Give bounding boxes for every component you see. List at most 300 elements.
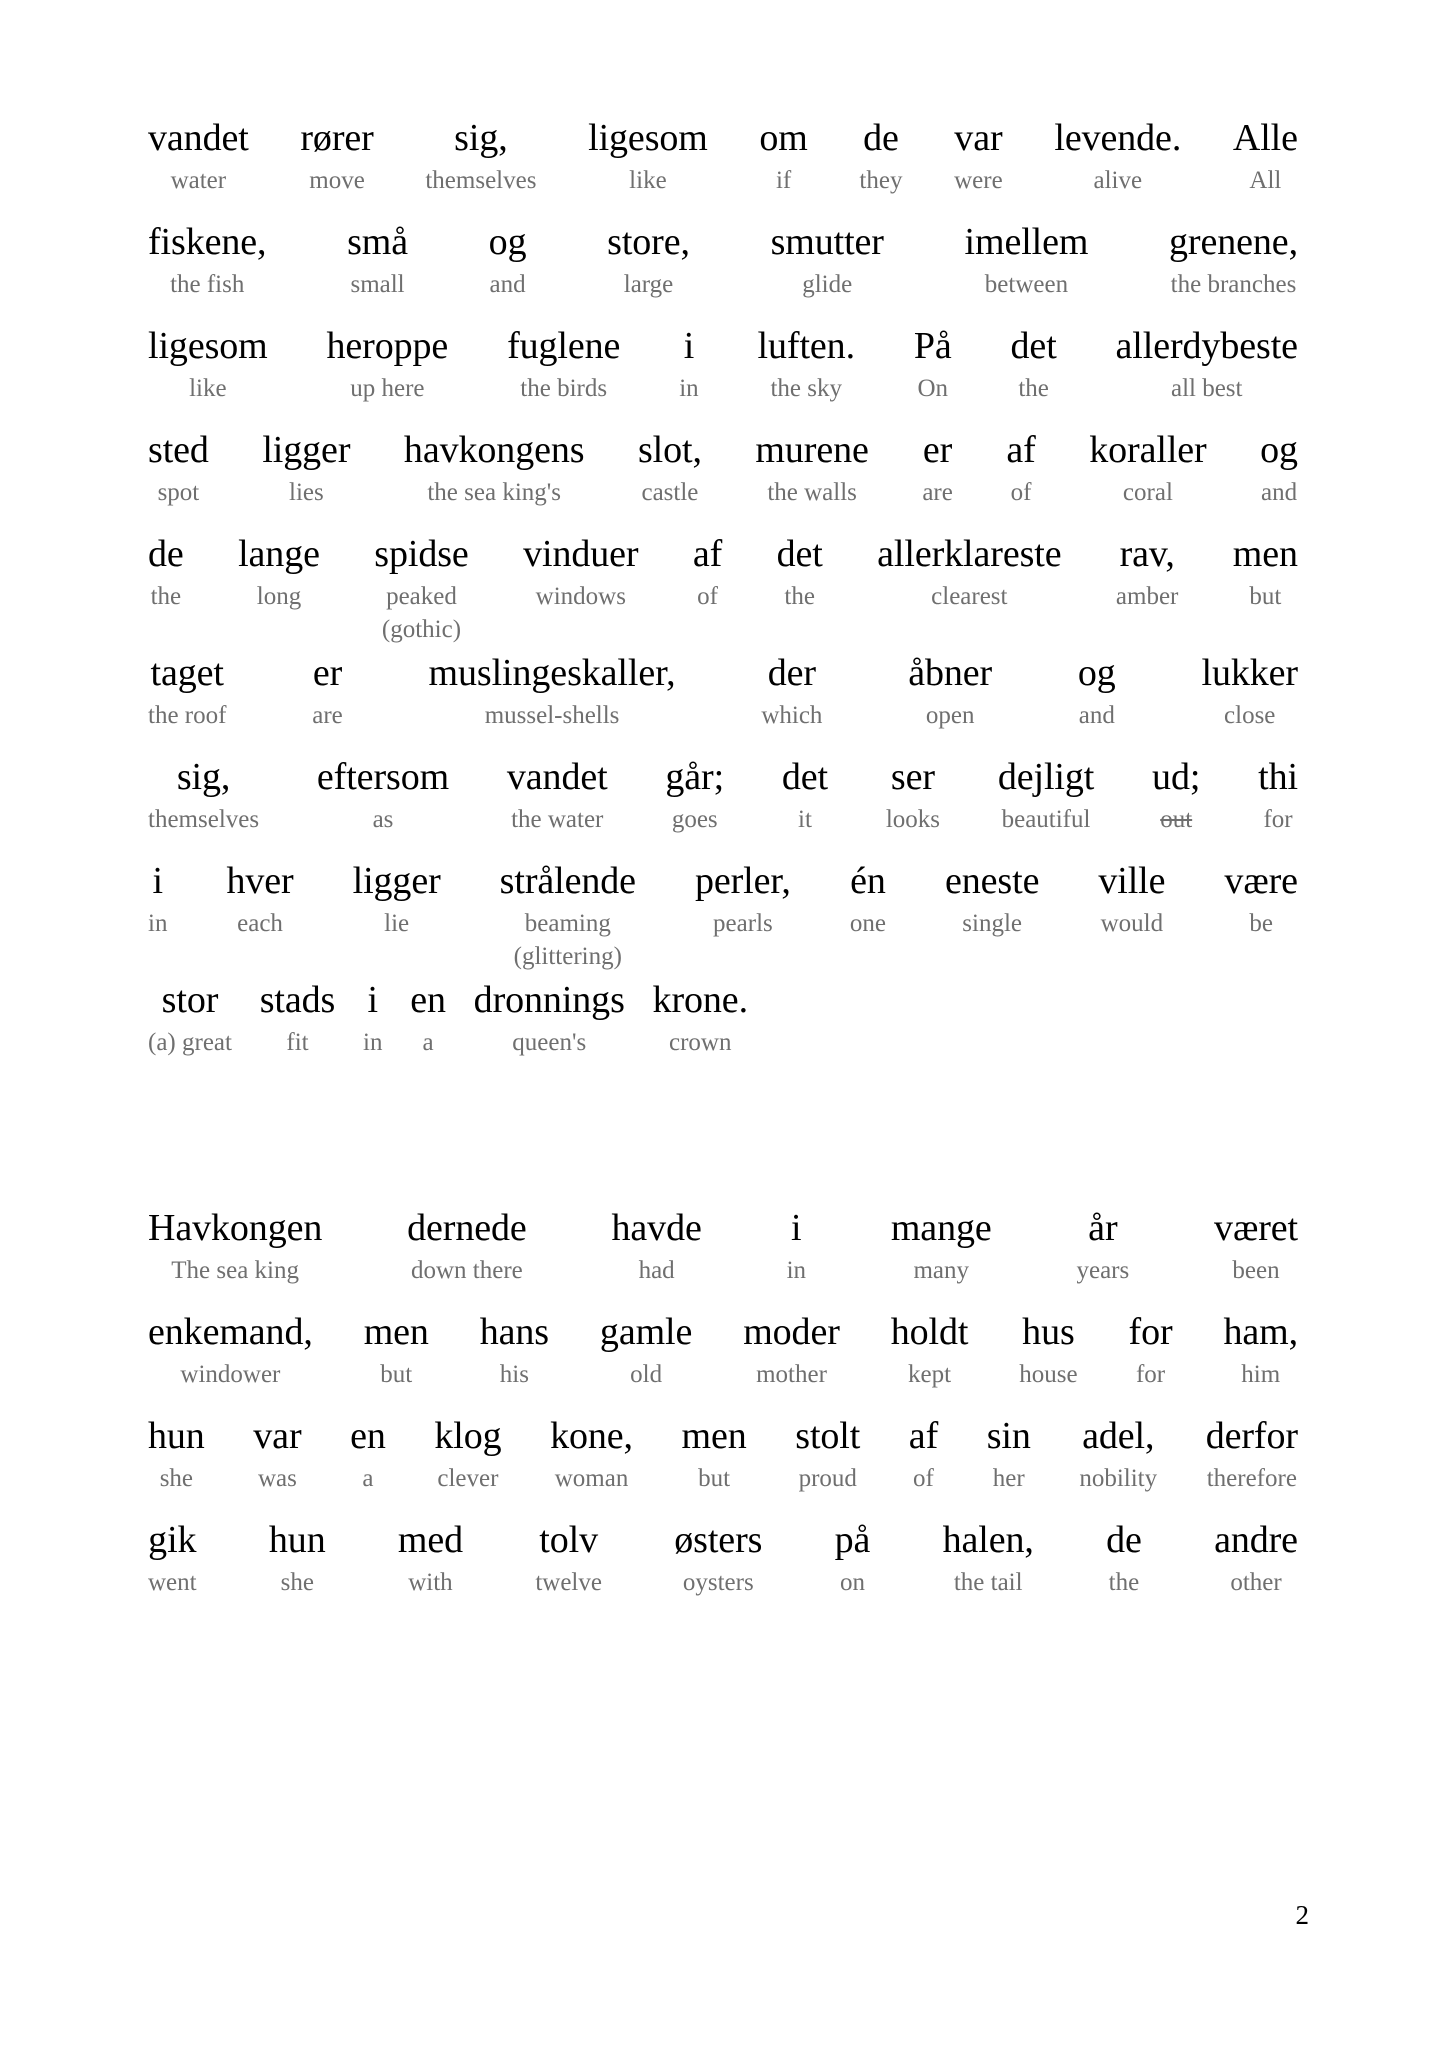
source-word: klog bbox=[434, 1415, 502, 1458]
gloss-word: the bbox=[1108, 1569, 1140, 1597]
gloss-word: The sea king bbox=[171, 1257, 299, 1285]
word-pair bbox=[891, 1208, 992, 1286]
source-word: år bbox=[1088, 1207, 1118, 1250]
gloss-word: all best bbox=[1170, 375, 1243, 403]
word-pair bbox=[1206, 1416, 1298, 1494]
word-pair bbox=[859, 118, 902, 196]
interlinear-line bbox=[148, 1520, 1298, 1598]
interlinear-text-body bbox=[148, 118, 1298, 1598]
source-word: en bbox=[410, 979, 446, 1022]
word-pair bbox=[429, 653, 676, 731]
word-pair bbox=[777, 534, 823, 612]
source-word: eftersom bbox=[316, 756, 450, 799]
source-word: var bbox=[253, 1415, 302, 1458]
gloss-word: the bbox=[784, 583, 815, 611]
gloss-word: a bbox=[422, 1029, 434, 1057]
word-pair bbox=[743, 1312, 840, 1390]
word-pair bbox=[588, 118, 708, 196]
word-pair bbox=[434, 1416, 501, 1494]
source-word: åbner bbox=[908, 652, 993, 695]
word-pair bbox=[1129, 1312, 1173, 1390]
word-pair bbox=[1233, 534, 1298, 612]
source-word: Havkongen bbox=[148, 1207, 323, 1250]
word-pair bbox=[410, 980, 446, 1058]
gloss-word: been bbox=[1232, 1257, 1280, 1285]
word-pair bbox=[1078, 653, 1116, 731]
gloss-word: are bbox=[922, 479, 953, 507]
word-pair bbox=[148, 222, 266, 300]
source-word: er bbox=[922, 429, 953, 472]
word-pair bbox=[1089, 430, 1206, 508]
gloss-alternate: (gothic) bbox=[381, 616, 462, 644]
source-word: allerdybeste bbox=[1115, 325, 1298, 368]
word-pair bbox=[404, 430, 585, 508]
word-pair bbox=[350, 1416, 386, 1494]
word-pair bbox=[317, 757, 449, 835]
interlinear-line bbox=[148, 861, 1298, 972]
source-word: for bbox=[1128, 1311, 1173, 1354]
source-word: mange bbox=[890, 1207, 992, 1250]
source-word: derfor bbox=[1205, 1415, 1298, 1458]
gloss-word: if bbox=[775, 167, 792, 195]
source-word: enkemand, bbox=[148, 1311, 313, 1354]
gloss-word: the bbox=[150, 583, 182, 611]
word-pair bbox=[682, 1416, 747, 1494]
interlinear-line bbox=[148, 430, 1298, 508]
word-pair bbox=[1223, 1312, 1298, 1390]
gloss-word: long bbox=[256, 583, 302, 611]
word-pair bbox=[327, 326, 449, 404]
word-pair bbox=[674, 1520, 762, 1598]
gloss-word: peaked bbox=[386, 583, 457, 611]
source-word: hun bbox=[268, 1519, 326, 1562]
gloss-word: On bbox=[917, 375, 949, 403]
word-pair bbox=[398, 1520, 463, 1598]
gloss-word: in bbox=[679, 375, 699, 403]
source-word: havkongens bbox=[403, 429, 585, 472]
word-pair bbox=[759, 118, 807, 196]
source-word: de bbox=[148, 533, 184, 576]
source-word: havde bbox=[611, 1207, 702, 1250]
gloss-word: amber bbox=[1115, 583, 1179, 611]
interlinear-line bbox=[148, 326, 1298, 404]
gloss-word: small bbox=[350, 271, 405, 299]
word-pair bbox=[1098, 861, 1165, 939]
gloss-word: the roof bbox=[148, 702, 227, 730]
word-pair bbox=[755, 430, 868, 508]
word-pair bbox=[600, 1312, 692, 1390]
word-pair bbox=[262, 430, 350, 508]
gloss-word: windows bbox=[535, 583, 626, 611]
gloss-word: pearls bbox=[713, 910, 773, 938]
gloss-word: the birds bbox=[520, 375, 608, 403]
gloss-word: of bbox=[913, 1465, 934, 1493]
word-pair bbox=[1224, 861, 1297, 939]
word-pair bbox=[523, 534, 638, 612]
gloss-word: woman bbox=[554, 1465, 629, 1493]
source-word: fuglene bbox=[507, 325, 621, 368]
source-word: været bbox=[1214, 1207, 1298, 1250]
gloss-word: as bbox=[372, 806, 394, 834]
gloss-word: was bbox=[257, 1465, 297, 1493]
word-pair bbox=[148, 1416, 205, 1494]
gloss-word: the tail bbox=[953, 1569, 1023, 1597]
gloss-word: it bbox=[798, 806, 812, 834]
source-word: rav, bbox=[1119, 533, 1175, 576]
gloss-word: many bbox=[913, 1257, 970, 1285]
word-pair bbox=[1116, 326, 1298, 404]
source-word: sin bbox=[986, 1415, 1031, 1458]
interlinear-line bbox=[148, 118, 1298, 196]
gloss-word: went bbox=[148, 1569, 197, 1597]
word-pair bbox=[758, 326, 855, 404]
gloss-word: other bbox=[1230, 1569, 1282, 1597]
gloss-word: windower bbox=[180, 1361, 281, 1389]
source-word: en bbox=[350, 1415, 386, 1458]
gloss-word: for bbox=[1135, 1361, 1166, 1389]
gloss-word: move bbox=[309, 167, 365, 195]
source-word: af bbox=[1006, 429, 1036, 472]
gloss-word: between bbox=[984, 271, 1069, 299]
gloss-alternate: (glittering) bbox=[513, 943, 622, 971]
source-word: stads bbox=[259, 979, 336, 1022]
gloss-word: castle bbox=[641, 479, 699, 507]
source-word: hans bbox=[479, 1311, 549, 1354]
word-pair bbox=[148, 861, 167, 939]
gloss-word: be bbox=[1249, 910, 1273, 938]
word-pair bbox=[954, 118, 1003, 196]
source-word: vandet bbox=[148, 117, 249, 159]
source-word: smutter bbox=[770, 221, 884, 264]
gloss-word: proud bbox=[798, 1465, 857, 1493]
gloss-word: lie bbox=[384, 910, 410, 938]
word-pair bbox=[891, 1312, 969, 1390]
gloss-word: nobility bbox=[1079, 1465, 1158, 1493]
word-pair bbox=[1233, 118, 1298, 196]
word-pair bbox=[665, 757, 724, 835]
source-word: ud; bbox=[1152, 756, 1201, 799]
gloss-word: clever bbox=[437, 1465, 499, 1493]
word-pair bbox=[353, 861, 441, 939]
source-word: det bbox=[781, 756, 829, 799]
gloss-word: one bbox=[849, 910, 886, 938]
source-word: halen, bbox=[942, 1519, 1034, 1562]
source-word: levende. bbox=[1054, 117, 1182, 159]
gloss-word: beautiful bbox=[1001, 806, 1091, 834]
interlinear-line bbox=[148, 757, 1298, 835]
word-pair bbox=[1019, 1312, 1077, 1390]
gloss-word: in bbox=[148, 910, 168, 938]
source-word: dejligt bbox=[997, 756, 1095, 799]
word-pair bbox=[908, 653, 992, 731]
gloss-word: spot bbox=[157, 479, 200, 507]
source-word: ham, bbox=[1223, 1311, 1298, 1354]
word-pair bbox=[425, 118, 536, 196]
gloss-word: like bbox=[189, 375, 227, 403]
source-word: stor bbox=[161, 979, 219, 1022]
gloss-word: had bbox=[638, 1257, 675, 1285]
source-word: var bbox=[954, 117, 1003, 159]
source-word: det bbox=[1010, 325, 1057, 368]
gloss-word: kept bbox=[908, 1361, 952, 1389]
word-pair bbox=[1260, 430, 1298, 508]
word-pair bbox=[612, 1208, 702, 1286]
page-number: 2 bbox=[1295, 1900, 1309, 1930]
gloss-word: mussel-shells bbox=[484, 702, 620, 730]
gloss-word: but bbox=[380, 1361, 413, 1389]
gloss-word: water bbox=[170, 167, 227, 195]
word-pair bbox=[1201, 653, 1297, 731]
gloss-word: which bbox=[761, 702, 823, 730]
word-pair bbox=[1214, 1520, 1298, 1598]
gloss-word: single bbox=[962, 910, 1023, 938]
word-pair-corrected bbox=[1152, 757, 1200, 835]
source-word: være bbox=[1224, 860, 1298, 903]
word-pair bbox=[998, 757, 1094, 835]
gloss-word: themselves bbox=[148, 806, 260, 834]
gloss-word: and bbox=[489, 271, 526, 299]
word-pair bbox=[1054, 118, 1181, 196]
word-pair bbox=[1006, 430, 1035, 508]
interlinear-line bbox=[148, 534, 1298, 645]
word-pair bbox=[914, 326, 952, 404]
source-word: grenene, bbox=[1169, 221, 1298, 264]
word-pair bbox=[226, 861, 293, 939]
gloss-word: she bbox=[280, 1569, 314, 1597]
word-pair bbox=[480, 1312, 549, 1390]
gloss-word: and bbox=[1260, 479, 1298, 507]
source-word: holdt bbox=[890, 1311, 969, 1354]
word-pair bbox=[1258, 757, 1298, 835]
gloss-word: and bbox=[1078, 702, 1115, 730]
gloss-word: beaming bbox=[524, 910, 611, 938]
gloss-word: him bbox=[1241, 1361, 1281, 1389]
gloss-word: themselves bbox=[425, 167, 537, 195]
source-word: rører bbox=[300, 117, 374, 159]
source-word: i bbox=[367, 979, 378, 1022]
word-pair bbox=[1076, 1208, 1129, 1286]
source-word: i bbox=[791, 1207, 802, 1250]
source-word: stolt bbox=[795, 1415, 861, 1458]
source-word: strålende bbox=[499, 860, 636, 903]
word-pair bbox=[1214, 1208, 1298, 1286]
word-pair bbox=[877, 534, 1061, 612]
source-word: hun bbox=[148, 1415, 205, 1458]
source-word: ligger bbox=[352, 860, 441, 903]
source-word: luften. bbox=[757, 325, 855, 368]
gloss-word: the bbox=[1018, 375, 1049, 403]
word-pair bbox=[607, 222, 690, 300]
gloss-word: mother bbox=[756, 1361, 827, 1389]
source-word: på bbox=[834, 1519, 871, 1562]
word-pair bbox=[695, 861, 791, 939]
source-word: eneste bbox=[944, 860, 1040, 903]
word-pair bbox=[761, 653, 822, 731]
word-pair bbox=[943, 1520, 1034, 1598]
source-word: andre bbox=[1214, 1519, 1298, 1562]
word-pair bbox=[1116, 534, 1178, 612]
word-pair bbox=[795, 1416, 860, 1494]
gloss-word: with bbox=[408, 1569, 453, 1597]
source-word: allerklareste bbox=[877, 533, 1062, 576]
source-word: perler, bbox=[694, 860, 791, 903]
source-word: af bbox=[692, 533, 723, 576]
source-word: adel, bbox=[1082, 1415, 1155, 1458]
word-pair bbox=[238, 534, 320, 612]
gloss-word: each bbox=[237, 910, 283, 938]
gloss-word: goes bbox=[671, 806, 718, 834]
gloss-word: (a) great bbox=[148, 1029, 232, 1057]
gloss-word: coral bbox=[1122, 479, 1173, 507]
gloss-word: All bbox=[1249, 167, 1282, 195]
gloss-word: are bbox=[312, 702, 343, 730]
source-word: gik bbox=[148, 1519, 197, 1562]
word-pair bbox=[148, 118, 249, 196]
word-pair bbox=[260, 980, 336, 1058]
word-pair bbox=[300, 118, 373, 196]
source-word: og bbox=[1260, 429, 1298, 472]
source-word: taget bbox=[150, 652, 224, 695]
word-pair-with-alternate bbox=[374, 534, 468, 645]
source-word: men bbox=[1232, 533, 1298, 576]
gloss-word: down there bbox=[411, 1257, 523, 1285]
word-pair bbox=[653, 980, 748, 1058]
source-word: er bbox=[312, 652, 343, 695]
word-pair bbox=[1079, 1416, 1157, 1494]
source-word: østers bbox=[674, 1519, 763, 1562]
source-word: hus bbox=[1022, 1311, 1075, 1354]
gloss-word: for bbox=[1263, 806, 1293, 834]
word-pair bbox=[850, 861, 886, 939]
paragraph-1 bbox=[148, 118, 1298, 1058]
source-word: lange bbox=[238, 533, 320, 576]
gloss-word: twelve bbox=[535, 1569, 602, 1597]
word-pair bbox=[638, 430, 702, 508]
source-word: ligesom bbox=[588, 117, 708, 159]
interlinear-line bbox=[148, 1312, 1298, 1390]
interlinear-line bbox=[148, 222, 1298, 300]
word-pair bbox=[679, 326, 698, 404]
gloss-word: therefore bbox=[1206, 1465, 1297, 1493]
gloss-word: but bbox=[1249, 583, 1282, 611]
gloss-word-struck: out bbox=[1160, 806, 1193, 834]
word-pair bbox=[886, 757, 940, 835]
source-word: lukker bbox=[1201, 652, 1298, 695]
word-pair bbox=[1011, 326, 1057, 404]
gloss-word: of bbox=[1010, 479, 1032, 507]
source-word: gamle bbox=[599, 1311, 693, 1354]
source-word: ligger bbox=[262, 429, 351, 472]
word-pair bbox=[148, 757, 259, 835]
source-word: Alle bbox=[1232, 117, 1298, 159]
word-pair bbox=[693, 534, 722, 612]
gloss-word: the walls bbox=[767, 479, 857, 507]
word-pair bbox=[965, 222, 1089, 300]
word-pair bbox=[474, 980, 625, 1058]
word-pair bbox=[269, 1520, 326, 1598]
gloss-word: the branches bbox=[1170, 271, 1297, 299]
source-word: murene bbox=[755, 429, 869, 472]
source-word: store, bbox=[607, 221, 690, 264]
gloss-word: alive bbox=[1093, 167, 1143, 195]
paragraph-2 bbox=[148, 1208, 1298, 1598]
source-word: de bbox=[863, 117, 899, 159]
gloss-word: open bbox=[925, 702, 975, 730]
word-pair bbox=[347, 222, 408, 300]
word-pair bbox=[148, 326, 268, 404]
gloss-word: clearest bbox=[931, 583, 1008, 611]
gloss-word: like bbox=[629, 167, 667, 195]
gloss-word: close bbox=[1224, 702, 1276, 730]
word-pair bbox=[363, 980, 382, 1058]
gloss-word: glide bbox=[802, 271, 853, 299]
gloss-word: lies bbox=[289, 479, 324, 507]
gloss-word: but bbox=[698, 1465, 731, 1493]
source-word: koraller bbox=[1089, 429, 1207, 472]
gloss-word: on bbox=[839, 1569, 865, 1597]
gloss-word: up here bbox=[350, 375, 425, 403]
gloss-word: the sea king's bbox=[427, 479, 562, 507]
gloss-word: large bbox=[623, 271, 674, 299]
source-word: i bbox=[152, 860, 163, 903]
source-word: hver bbox=[226, 860, 294, 903]
source-word: og bbox=[1077, 652, 1116, 695]
source-word: går; bbox=[665, 756, 725, 799]
gloss-word: fit bbox=[286, 1029, 309, 1057]
source-word: På bbox=[913, 325, 952, 368]
word-pair bbox=[148, 1312, 313, 1390]
word-pair bbox=[550, 1416, 633, 1494]
source-word: de bbox=[1106, 1519, 1142, 1562]
source-word: dernede bbox=[407, 1207, 527, 1250]
word-pair bbox=[782, 757, 828, 835]
source-word: sig, bbox=[454, 117, 508, 159]
source-word: og bbox=[488, 221, 527, 264]
source-word: ser bbox=[890, 756, 935, 799]
word-pair bbox=[148, 534, 184, 612]
gloss-word: oysters bbox=[682, 1569, 754, 1597]
source-word: men bbox=[681, 1415, 747, 1458]
gloss-word: they bbox=[859, 167, 903, 195]
interlinear-line bbox=[148, 653, 1298, 731]
word-pair bbox=[407, 1208, 527, 1286]
source-word: kone, bbox=[550, 1415, 633, 1458]
gloss-word: her bbox=[992, 1465, 1025, 1493]
source-word: vandet bbox=[506, 756, 608, 799]
source-word: muslingeskaller, bbox=[428, 652, 676, 695]
gloss-word: in bbox=[363, 1029, 383, 1057]
source-word: tolv bbox=[539, 1519, 598, 1562]
interlinear-line bbox=[148, 1208, 1298, 1286]
word-pair bbox=[987, 1416, 1031, 1494]
source-word: men bbox=[363, 1311, 429, 1354]
word-pair-with-alternate bbox=[500, 861, 636, 972]
word-pair bbox=[148, 653, 226, 731]
word-pair bbox=[253, 1416, 301, 1494]
gloss-word: the fish bbox=[170, 271, 245, 299]
gloss-word: crown bbox=[669, 1029, 732, 1057]
interlinear-line bbox=[148, 980, 748, 1058]
word-pair bbox=[535, 1520, 602, 1598]
gloss-word: the sky bbox=[770, 375, 843, 403]
gloss-word: were bbox=[954, 167, 1003, 195]
source-word: der bbox=[767, 652, 816, 695]
source-word: fiskene, bbox=[148, 221, 267, 264]
source-word: moder bbox=[743, 1311, 840, 1354]
gloss-word: she bbox=[159, 1465, 194, 1493]
source-word: dronnings bbox=[473, 979, 625, 1022]
source-word: slot, bbox=[637, 429, 702, 472]
